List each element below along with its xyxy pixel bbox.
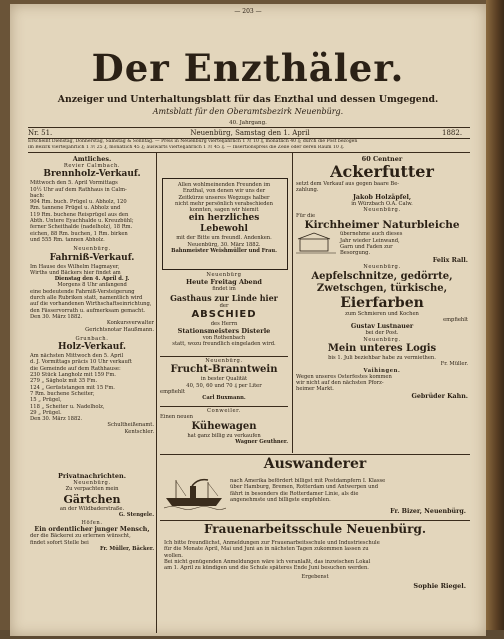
abschied-line-7: von Rothenbach — [202, 335, 246, 342]
auswanderer-title: Auswanderer — [263, 456, 367, 472]
frauenarbeitsschule-body: Ich bitte freundlichst, Anmeldungen zur Frauenarbeitsschule und Industrieschule für die Monate April, Mai und Juni an in nächsten Tagen zukommen lassen zu wollen. Bei nicht genügenden Anmeldungen wäre ich veranlaßt, das inzwischen Lokal am 1. April zu kündigen und die Schule späteres Ende Juni besuchen werden. — [164, 540, 380, 572]
notice-grunbach-date: Den 30. März 1882. — [30, 416, 83, 423]
issue-year: 1882. — [442, 129, 463, 137]
notice-grunbach-title: Holz-Verkauf. — [57, 342, 127, 353]
kahn-sign: Gebrüder Kahn. — [411, 392, 468, 400]
branntwein-line-3: empfiehlt — [160, 388, 185, 395]
bleiche-illustration-icon — [296, 231, 336, 255]
gaertchen-sign: G. Stengele. — [118, 511, 154, 518]
kahn-place: Vaihingen. — [363, 367, 401, 374]
branntwein-line-1: in bester Qualität — [200, 376, 248, 383]
notice-fahrnis-title: Fahrniß-Verkauf. — [49, 252, 135, 263]
kuehewagen-sign: Wagner Geuthner. — [235, 438, 288, 445]
abschied-line-6: Stationsmeisters Disterle — [177, 327, 271, 336]
ackerfutter-top: 60 Centner — [361, 155, 403, 163]
section-official: Amtliches. — [72, 155, 112, 163]
gaertchen-body: an der Wildbaderstraße. — [59, 505, 125, 512]
notice-calmbach-body: Mittwoch den 5. April Vormittags 10½ Uhr auf dem Rathhaus in Calm- bach: 904 Rm. buch. Prügel u. Abholz, 120 Rm. tannene Prügel u. Abholz und 119 Rm. buchene Reisprügel aus den Abth. Untere Eyachhalde u. Kreuzbühl; ferner Scheithalde (nadelholz), 18 Rm. eichen, 88 Rm. buchen, 1 Rm. birken und 555 Rm. tannen Abholz. — [30, 180, 134, 243]
farewell-title-2: Lebewohl — [200, 224, 248, 235]
kuehewagen-line-2: hat ganz billig zu verkaufen — [187, 432, 261, 439]
private-notices: Privatnachrichten. Neuenbürg. Zu verpachten mein Gärtchen an der Wildbaderstraße. G. Stengele. Höfen. Ein ordentlicher junger Mensch, der die Bäckerei zu erlernen wünscht, findet sofort Stelle bei Fr. Müller, Bäcker. — [30, 472, 154, 553]
schnitze-sign-2: bei der Post. — [365, 330, 399, 337]
notice-grunbach-sign1: Schultheißenamt. — [107, 422, 154, 429]
newspaper-page — [10, 4, 486, 636]
official-gazette-line: Amtsblatt für den Oberamtsbezirk Neuenbürg. — [152, 107, 344, 116]
logis-title: Mein unteres Logis — [327, 342, 437, 354]
column-left — [30, 155, 154, 435]
farewell-date: Neuenbürg, 30. März 1882. — [187, 241, 261, 248]
abschied-line-5: des Herrn — [210, 320, 238, 327]
bleiche-pre: Für die — [296, 213, 316, 220]
schnitze-title-3: Eierfarben — [340, 294, 424, 311]
abschied-line-4: der — [219, 302, 229, 309]
gaertchen-place: Neuenbürg. — [73, 480, 111, 486]
ackerfutter-title: Ackerfutter — [330, 162, 434, 181]
volume-line: 40. Jahrgang. — [229, 120, 267, 126]
notice-grunbach-place: Grunbach. — [75, 335, 109, 342]
branntwein-title: Frucht-Branntwein — [170, 364, 278, 376]
notice-fahrnis-sign1: Konkursverwalter — [106, 320, 154, 327]
book-spine — [486, 0, 504, 639]
branntwein-place: Neuenbürg. — [205, 358, 243, 364]
abschied-line-1: Heute Freitag Abend — [186, 278, 262, 287]
abschied-line-8: statt, wozu freundlich eingeladen wird. — [172, 341, 276, 348]
schnitze-line-1: zum Schmieren und Kochen — [345, 310, 419, 317]
notice-fahrnis-place: Neuenbürg. — [73, 246, 111, 253]
schnitze-title-2: Zwetschgen, türkische, — [316, 282, 448, 294]
frauenarbeitsschule-title: Frauenarbeitsschule Neuenbürg. — [203, 522, 427, 536]
bleiche-sign: Felix Rall. — [432, 257, 468, 265]
steamship-illustration-icon — [164, 476, 226, 510]
schnitze-title-1: Aepfelschnitze, gedörrte, — [311, 270, 453, 282]
section-private: Privatnachrichten. — [57, 472, 127, 480]
auswanderer-sign: Fr. Bizer, Neuenbürg. — [390, 508, 466, 515]
farewell-body-2: mit der Bitte um freundl. Andenken. — [176, 235, 272, 242]
gaertchen-intro: Zu verpachten mein — [65, 486, 119, 493]
ackerfutter-sign-place: in Würzbach O.A. Calw. — [351, 200, 413, 207]
kuehewagen-title: Kühewagen — [191, 420, 257, 432]
notice-grunbach-sign2: Kentschler. — [124, 428, 154, 435]
baecker-sign: Fr. Müller, Bäcker. — [99, 546, 154, 553]
subscription-terms-1: Erscheint Dienstag, Donnerstag, Samstag & Sonntag. — Preis in Neuenbürg vierteljährlich 1 ℳ 10 ₰, monatlich 40 ₰; durch die Post bezogen — [28, 139, 358, 144]
farewell-sign: Bahnmeister Weishmüller und Frau. — [171, 248, 277, 255]
schnitze-line-2: empfiehlt — [443, 317, 468, 324]
logis-sign: Fr. Müller. — [440, 361, 468, 368]
kuehewagen-notice — [160, 408, 288, 445]
subscription-terms-2: im Bezirk vierteljährlich 1 ℳ 25 ₰, monatlich 45 ₰; auswärts vierteljährlich 1 ℳ 45 ₰. — Insertionspreis die Zeile oder deren Raum 10 ₰. — [28, 145, 345, 150]
notice-grunbach-body: Am nächsten Mittwoch den 5. April d. J. Vormittags präcis 10 Uhr verkauft die Gemeinde auf dem Rathhause: 230 Stück Langholz mit 159 Fm. 279 „ Sägholz mit 35 Fm. 124 „ Gerüststangen mit 15 Fm. 7 Rm. buchene Scheiter, 15 „ Prügel, 118 „ Scheiter u. Nadelholz, 29 „ Prügel. — [30, 353, 132, 416]
notice-calmbach-place: Revier Calmbach. — [63, 163, 121, 169]
farewell-notice: Allen wohlmeinenden Freunden im Enzthal, von denen wir uns der Zeitkürze unseres Wegzugs halber nicht mehr persönlich verabschieden konnten, sagen wir hiemit ein herzliches Lebewohl mit der Bitte um freundl. Andenken. Neuenbürg, 30. März 1882. Bahnmeister Weishmüller und Frau. — [165, 182, 283, 254]
ackerfutter-sign: Jakob Holzäpfel, — [352, 193, 412, 201]
abschied-line-2: findet im — [212, 286, 236, 293]
abschied-place: Neuenbürg — [206, 272, 242, 278]
bleiche-title: Kirchheimer Naturbleiche — [304, 219, 460, 232]
logis-body: bis 1. Juli beziehbar habe zu vermiethen. — [328, 354, 436, 361]
newspaper-title: Der Enzthäler. — [91, 46, 405, 90]
issue-number: Nr. 51. — [28, 129, 53, 137]
bleiche-place: Neuenbürg. — [363, 206, 401, 213]
notice-calmbach-title: Brennholz-Verkauf. — [43, 169, 141, 180]
baecker-place: Höfen. — [81, 520, 103, 527]
notice-fahrnis-body: Im Hause des Wilhelm Hagmayer, Wirths und Bäckers hier findet am Dienstag den 4. April d. J. Morgens 8 Uhr anfangend eine bedeutende Fahrniß-Versteigerung durch alle Rubriken statt, namentlich wird auf die vorhandenen Wirthschaftseinrichtung, den Fässervorrath u. aufmerksam gemacht. Den 30. März 1882. — [30, 263, 152, 320]
dateline: Neuenbürg, Samstag den 1. April — [190, 129, 310, 137]
baecker-title: Ein ordentlicher junger Mensch, — [34, 526, 150, 534]
kuehewagen-line-1: Einen neuen — [160, 414, 194, 421]
abschied-notice — [160, 272, 288, 348]
auswanderer-body: nach Amerika befördert billigst mit Postdampfern I. Klasse über Hamburg, Bremen, Rotterdam und Antwerpen und fährt in besonders die Rotterdamer Linie, als die angenehmste und billigste empfehlen. — [230, 478, 386, 503]
notice-fahrnis-sign2: Gerichtsnotar Haußmann. — [85, 326, 154, 333]
farewell-title-1: ein herzliches — [188, 213, 260, 224]
schnitze-sign: Gustav Lustnauer — [350, 323, 414, 331]
gaertchen-title: Gärtchen — [63, 492, 121, 506]
branntwein-notice — [160, 358, 288, 401]
schnitze-place: Neuenbürg. — [363, 264, 401, 271]
branntwein-sign: Carl Buxmann. — [202, 395, 246, 402]
page-number: — 203 — — [234, 8, 262, 15]
column-right: 60 Centner Ackerfutter setzt dem Verkauf aus gegen baare Be- zahlung. Jakob Holzäpfel, in Würzbach O.A. Calw. Neuenbürg. Für die Kirchheimer Naturbleiche übernehme auch dieses Jahr wieder Leinwand, Garn und Faden zur Besorgung. Felix Rall. Neuenbürg. Aepfelschnitze, gedörrte, Zwetschgen, türkische, Eierfarben zum Schmieren und Kochen empfiehlt Gustav Lustnauer bei der Post. Neuenbürg. Mein unteres Logis bis 1. Juli beziehbar habe zu vermiethen. Fr. Müller. Vaihingen. Wegen unseres Osterfestes kommen wir nicht auf den nächsten Pforz- heimer Markt. Gebrüder Kahn. — [296, 155, 468, 400]
kuehewagen-place: Conweiler. — [207, 408, 241, 414]
abschied-line-3: Gasthaus zur Linde hier — [170, 292, 278, 303]
logis-place: Neuenbürg. — [363, 336, 401, 343]
frauenarbeitsschule-sign: Sophie Riegel. — [413, 582, 466, 590]
frauenarbeitsschule-closing: Ergebenst — [301, 574, 329, 580]
newspaper-subtitle: Anzeiger und Unterhaltungsblatt für das Enzthal und dessen Umgegend. — [57, 94, 439, 105]
branntwein-line-2: 40, 50, 60 und 70 ₰ per Liter — [186, 382, 262, 389]
abschied-title: ABSCHIED — [191, 308, 257, 320]
